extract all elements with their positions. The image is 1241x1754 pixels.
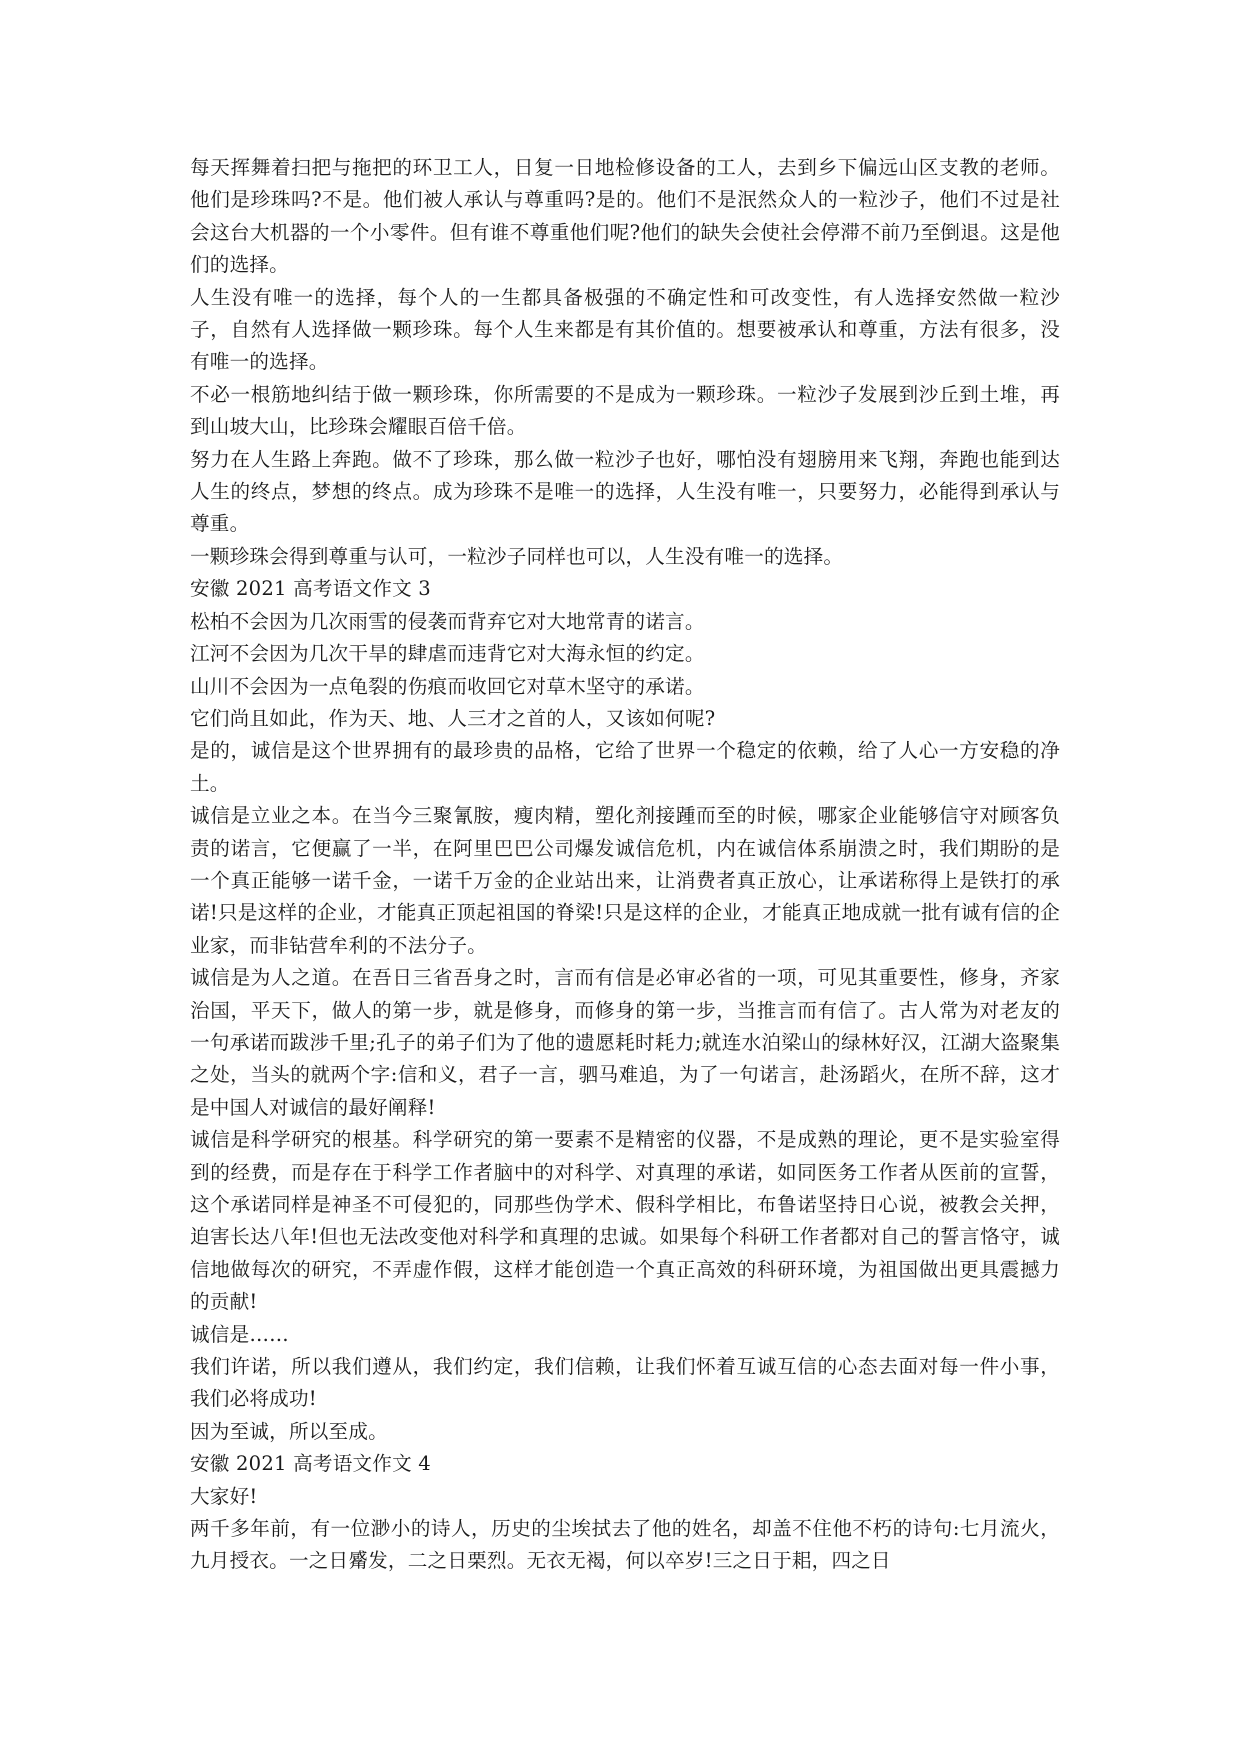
paragraph: 因为至诚，所以至成。 <box>190 1419 388 1443</box>
paragraph: 是的，诚信是这个世界拥有的最珍贵的品格，它给了世界一个稳定的依赖，给了人心一方安稳的净土。 <box>190 739 1060 795</box>
paragraph: 我们许诺，所以我们遵从，我们约定，我们信赖，让我们怀着互诚互信的心态去面对每一件小事，我们必将成功! <box>190 1355 1060 1411</box>
paragraph: 它们尚且如此，作为天、地、人三才之首的人，又该如何呢? <box>190 706 716 730</box>
section-heading: 安徽 2021 高考语文作文 4 <box>190 1452 431 1476</box>
paragraph: 诚信是…… <box>190 1322 289 1346</box>
paragraph: 一颗珍珠会得到尊重与认可，一粒沙子同样也可以，人生没有唯一的选择。 <box>190 544 844 568</box>
paragraph: 山川不会因为一点龟裂的伤痕而收回它对草木坚守的承诺。 <box>190 674 705 698</box>
paragraph: 诚信是立业之本。在当今三聚氰胺，瘦肉精，塑化剂接踵而至的时候，哪家企业能够信守对顾客负责的诺言，它便赢了一半，在阿里巴巴公司爆发诚信危机，内在诚信体系崩溃之时，我们期盼的是一个真正能够一诺千金，一诺千万金的企业站出来，让消费者真正放心，让承诺称得上是铁打的承诺!只是这样的企业，才能真正顶起祖国的脊梁!只是这样的企业，才能真正地成就一批有诚有信的企业家，而非钻营牟利的不法分子。 <box>190 804 1060 957</box>
section-heading: 安徽 2021 高考语文作文 3 <box>190 577 431 601</box>
paragraph: 努力在人生路上奔跑。做不了珍珠，那么做一粒沙子也好，哪怕没有翅膀用来飞翔，奔跑也能到达人生的终点，梦想的终点。成为珍珠不是唯一的选择，人生没有唯一，只要努力，必能得到承认与尊重。 <box>190 447 1060 536</box>
paragraph: 两千多年前，有一位渺小的诗人，历史的尘埃拭去了他的姓名，却盖不住他不朽的诗句:七月流火，九月授衣。一之日觱发，二之日栗烈。无衣无褐，何以卒岁!三之日于耜，四之日 <box>190 1517 1060 1573</box>
paragraph: 不必一根筋地纠结于做一颗珍珠，你所需要的不是成为一颗珍珠。一粒沙子发展到沙丘到土堆，再到山坡大山，比珍珠会耀眼百倍千倍。 <box>190 382 1060 439</box>
paragraph: 大家好! <box>190 1484 258 1508</box>
paragraph: 诚信是科学研究的根基。科学研究的第一要素不是精密的仪器，不是成熟的理论，更不是实验室得到的经费，而是存在于科学工作者脑中的对科学、对真理的承诺，如同医务工作者从医前的宣誓，这个承诺同样是神圣不可侵犯的，同那些伪学术、假科学相比，布鲁诺坚持日心说，被教会关押，迫害长达八年!但也无法改变他对科学和真理的忠诚。如果每个科研工作者都对自己的誓言恪守，诚信地做每次的研究，不弄虚作假，这样才能创造一个真正高效的科研环境，为祖国做出更具震撼力的贡献! <box>190 1128 1060 1314</box>
paragraph: 江河不会因为几次干旱的肆虐而违背它对大海永恒的约定。 <box>190 642 705 666</box>
paragraph: 人生没有唯一的选择，每个人的一生都具备极强的不确定性和可改变性，有人选择安然做一粒沙子，自然有人选择做一颗珍珠。每个人生来都是有其价值的。想要被承认和尊重，方法有很多，没有唯一的选择。 <box>190 285 1060 374</box>
document-body <box>190 152 1060 1578</box>
paragraph: 松柏不会因为几次雨雪的侵袭而背弃它对大地常青的诺言。 <box>190 609 705 633</box>
paragraph: 每天挥舞着扫把与拖把的环卫工人，日复一日地检修设备的工人，去到乡下偏远山区支教的老师。他们是珍珠吗?不是。他们被人承认与尊重吗?是的。他们不是泯然众人的一粒沙子，他们不过是社会这台大机器的一个小零件。但有谁不尊重他们呢?他们的缺失会使社会停滞不前乃至倒退。这是他们的选择。 <box>190 156 1060 277</box>
paragraph: 诚信是为人之道。在吾日三省吾身之时，言而有信是必审必省的一项，可见其重要性，修身，齐家治国，平天下，做人的第一步，就是修身，而修身的第一步，当推言而有信了。古人常为对老友的一句承诺而跋涉千里;孔子的弟子们为了他的遗愿耗时耗力;就连水泊梁山的绿林好汉，江湖大盗聚集之处，当头的就两个字:信和义，君子一言，驷马难追，为了一句诺言，赴汤蹈火，在所不辞，这才是中国人对诚信的最好阐释! <box>190 966 1060 1119</box>
